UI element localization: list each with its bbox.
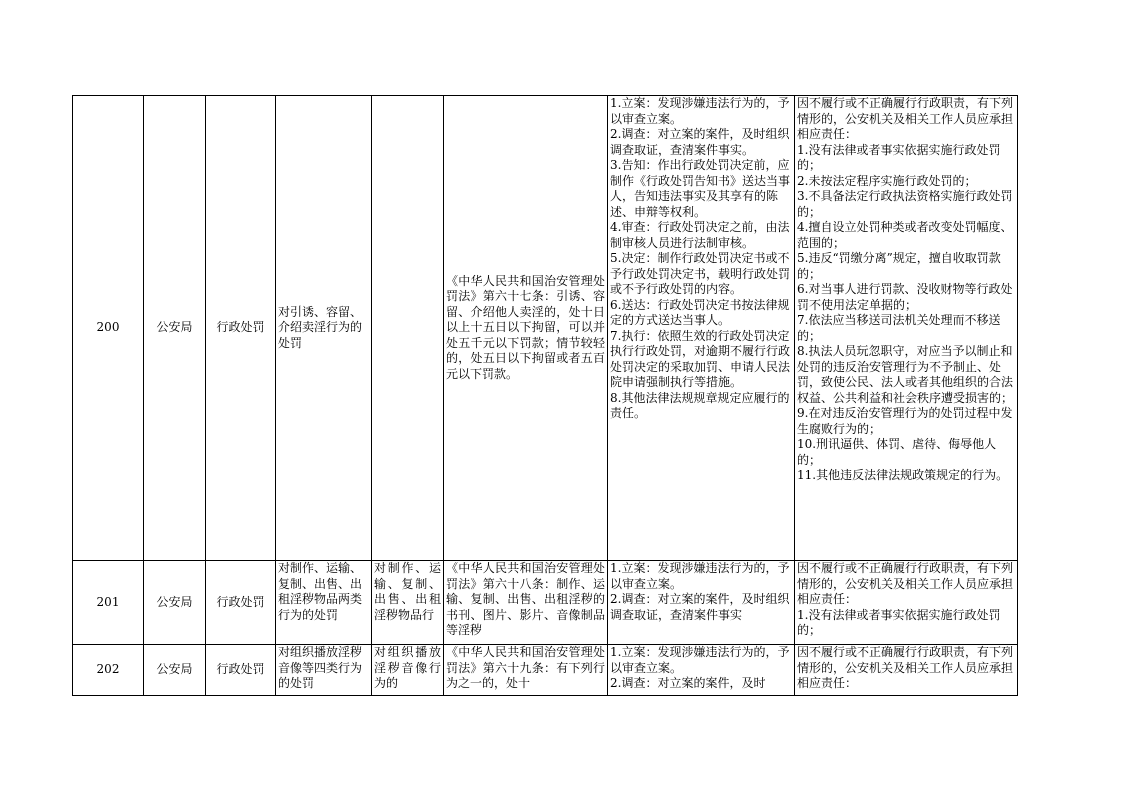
legal-basis: 《中华人民共和国治安管理处罚法》第六十七条：引诱、容留、介绍他人卖淫的，处十日以上十五日以下拘留，可以并处五千元以下罚款；情节较轻的，处五日以下拘留或者五百元以下罚款。 xyxy=(444,96,608,561)
responsibility-item: 9.在对违反治安管理行为的处罚过程中发生腐败行为的； xyxy=(797,406,1013,436)
row-number: 201 xyxy=(73,561,144,645)
responsibility-item: 5.违反“罚缴分离”规定，擅自收取罚款的； xyxy=(797,251,1001,281)
procedure-step: 8.其他法律法规规章规定应履行的责任。 xyxy=(610,390,790,420)
sub-item-text: 对组织播放淫秽音像行为的 xyxy=(374,645,441,690)
procedure-list xyxy=(608,561,795,645)
responsibility-item: 7.依法应当移送司法机关处理而不移送的； xyxy=(797,313,1001,343)
department: 公安局 xyxy=(144,561,206,645)
row-number: 202 xyxy=(73,645,144,696)
item-name-text: 对制作、运输、复制、出售、出租淫秽物品两类行为的处罚 xyxy=(278,561,363,622)
responsibility-item: 8.执法人员玩忽职守，对应当予以制止和处罚的违反治安管理行为不予制止、处罚，致使公民、法人或者其他组织的合法权益、公共利益和社会秩序遭受损害的； xyxy=(797,344,1014,405)
responsibility-list xyxy=(795,96,1018,561)
power-type: 行政处罚 xyxy=(206,96,276,561)
sub-item-text: 对制作、运输、复制、出售、出租淫秽物品行 xyxy=(374,561,441,622)
sub-item xyxy=(372,561,444,645)
procedure-step: 4.审查：行政处罚决定之前，由法制审核人员进行法制审核。 xyxy=(610,220,790,250)
procedure-list xyxy=(608,96,795,561)
table-row xyxy=(73,561,1018,645)
item-name xyxy=(276,561,372,645)
procedure-step: 6.送达：行政处罚决定书按法律规定的方式送达当事人。 xyxy=(610,297,790,327)
table-row xyxy=(73,96,1018,561)
procedure-list xyxy=(608,645,795,696)
procedure-step: 1.立案：发现涉嫌违法行为的，予以审查立案。 xyxy=(610,561,790,591)
item-name: 对引诱、容留、介绍卖淫行为的处罚 xyxy=(276,96,372,561)
legal-basis-text: 《中华人民共和国治安管理处罚法》第六十八条：制作、运输、复制、出售、出租淫秽的书刊、图片、影片、音像制品等淫秽 xyxy=(446,561,605,637)
item-name-text: 对组织播放淫秽音像等四类行为的处罚 xyxy=(278,645,363,690)
power-type: 行政处罚 xyxy=(206,561,276,645)
responsibility-intro: 因不履行或不正确履行行政职责，有下列情形的，公安机关及相关工作人员应承担相应责任： xyxy=(797,96,1014,141)
department: 公安局 xyxy=(144,96,206,561)
item-name xyxy=(276,645,372,696)
responsibility-item: 6.对当事人进行罚款、没收财物等行政处罚不使用法定单据的； xyxy=(797,282,1013,312)
responsibility-intro: 因不履行或不正确履行行政职责，有下列情形的，公安机关及相关工作人员应承担相应责任： xyxy=(797,561,1014,606)
sub-item xyxy=(372,96,444,561)
responsibility-item: 3.不具备法定行政执法资格实施行政处罚的； xyxy=(797,189,1013,219)
legal-basis xyxy=(444,645,608,696)
procedure-step: 1.立案：发现涉嫌违法行为的，予以审查立案。 xyxy=(610,645,790,675)
procedure-step: 7.执行：依照生效的行政处罚决定执行行政处罚，对逾期不履行行政处罚决定的采取加罚、申请人民法院申请强制执行等措施。 xyxy=(610,328,791,389)
legal-basis xyxy=(444,561,608,645)
legal-basis-text: 《中华人民共和国治安管理处罚法》第六十九条：有下列行为之一的，处十 xyxy=(446,645,605,690)
procedure-step: 1.立案：发现涉嫌违法行为的，予以审查立案。 xyxy=(610,96,790,126)
responsibility-item: 10.刑讯逼供、体罚、虐待、侮辱他人的； xyxy=(797,437,997,467)
row-number: 200 xyxy=(73,96,144,561)
sub-item xyxy=(372,645,444,696)
responsibility-item: 4.擅自设立处罚种类或者改变处罚幅度、范围的； xyxy=(797,220,1013,250)
procedure-step: 3.告知：作出行政处罚决定前，应制作《行政处罚告知书》送达当事人，告知违法事实及其享有的陈述、申辩等权利。 xyxy=(610,158,791,219)
procedure-step: 5.决定：制作行政处罚决定书或不予行政处罚决定书，载明行政处罚或不予行政处罚的内容。 xyxy=(610,251,791,296)
responsibility-item: 1.没有法律或者事实依据实施行政处罚的； xyxy=(797,142,1001,172)
department: 公安局 xyxy=(144,645,206,696)
responsibility-intro: 因不履行或不正确履行行政职责，有下列情形的，公安机关及相关工作人员应承担相应责任： xyxy=(797,645,1014,690)
responsibility-item: 2.未按法定程序实施行政处罚的； xyxy=(797,173,977,188)
responsibility-item: 1.没有法律或者事实依据实施行政处罚的； xyxy=(797,607,1001,637)
procedure-step: 2.调查：对立案的案件，及时 xyxy=(610,676,766,690)
table-row xyxy=(73,645,1018,696)
procedure-step: 2.调查：对立案的案件，及时组织调查取证，查清案件事实。 xyxy=(610,127,790,157)
responsibility-list xyxy=(795,561,1018,645)
procedure-step: 2.调查：对立案的案件，及时组织调查取证，查清案件事实 xyxy=(610,592,790,622)
power-type: 行政处罚 xyxy=(206,645,276,696)
responsibility-list xyxy=(795,645,1018,696)
responsibility-item: 11.其他违反法律法规政策规定的行为。 xyxy=(797,468,1009,482)
responsibility-table xyxy=(72,95,1018,696)
